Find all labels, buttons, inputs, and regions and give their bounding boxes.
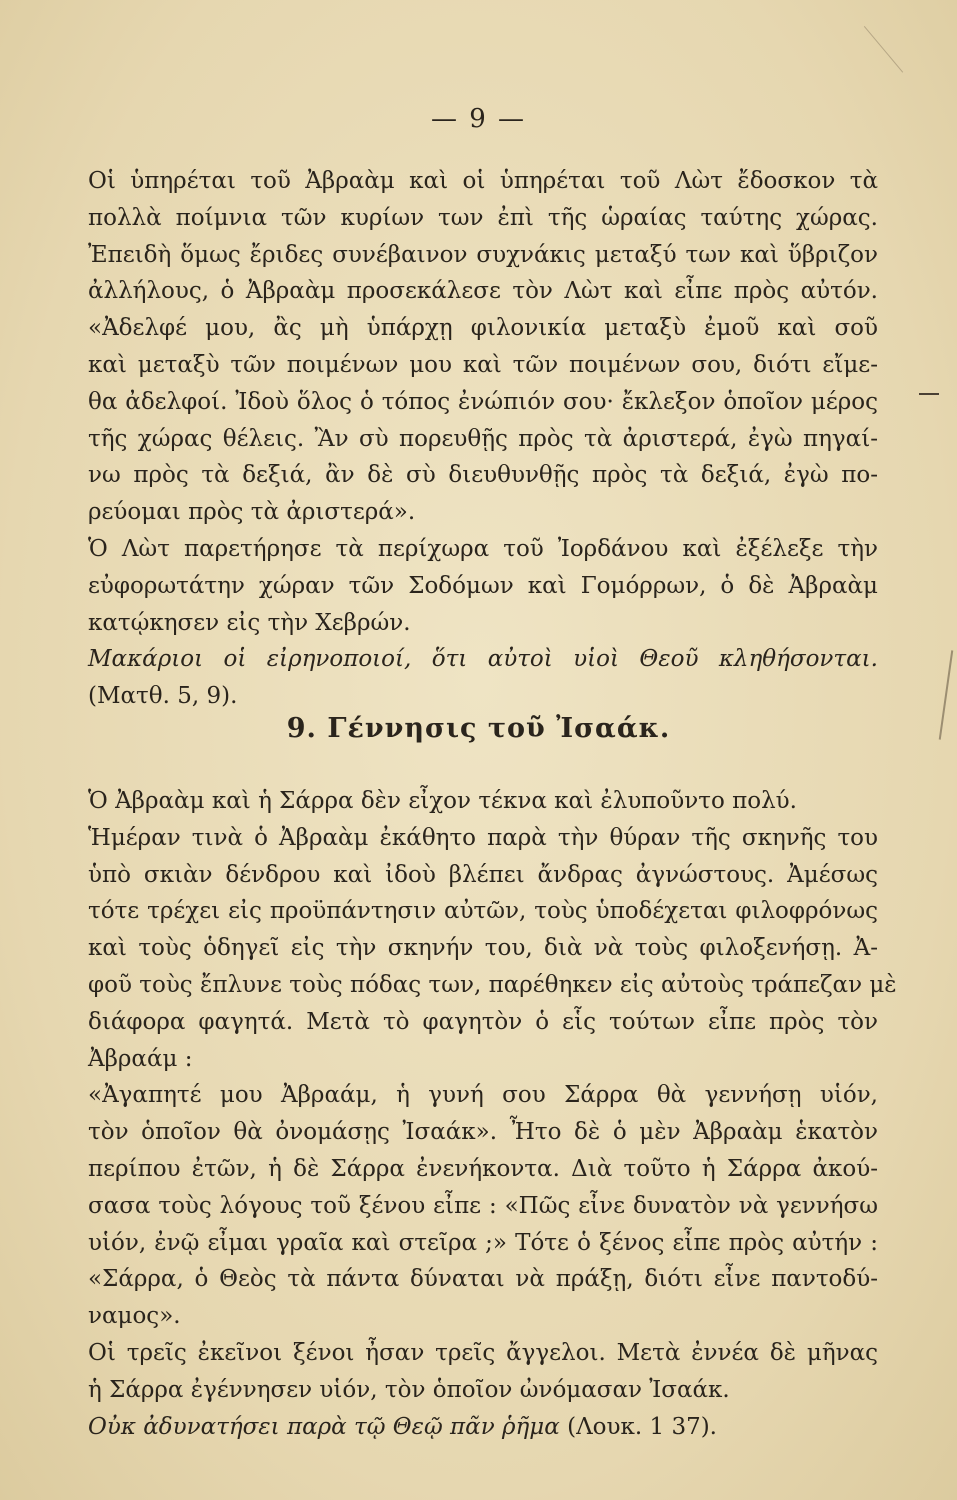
text-line: περίπου ἐτῶν, ἡ δὲ Σάρρα ἐνενήκοντα. Διὰ τοῦτο ἡ Σάρρα ἀκού- [88,1155,878,1182]
text-line: ρεύομαι πρὸς τὰ ἀριστερά». [88,499,416,526]
text-line: «Ἀδελφέ μου, ἂς μὴ ὑπάρχῃ φιλονικία μεταξὺ ἐμοῦ καὶ σοῦ [88,315,878,342]
text-line: τότε τρέχει εἰς προϋπάντησιν αὐτῶν, τοὺς ὑποδέχεται φιλοφρόνως [88,898,878,925]
scripture-reference: (Λουκ. 1 37). [567,1413,717,1440]
text-line: ὑπὸ σκιὰν δένδρου καὶ ἰδοὺ βλέπει ἄνδρας ἀγνώστους. Ἀμέσως [88,861,878,888]
text-line: «Σάρρα, ὁ Θεὸς τὰ πάντα δύναται νὰ πράξῃ, διότι εἶνε παντοδύ- [88,1266,878,1293]
text-line: ἀλλήλους, ὁ Ἀβραὰμ προσεκάλεσε τὸν Λὼτ καὶ εἶπε πρὸς αὐτόν. [88,278,878,305]
scripture-quote-line [88,1409,878,1446]
text-line: Ἡμέραν τινὰ ὁ Ἀβραὰμ ἐκάθητο παρὰ τὴν θύραν τῆς σκηνῆς του [88,824,878,851]
scripture-quote: Οὐκ ἀδυνατήσει παρὰ τῷ Θεῷ πᾶν ῥῆμα [88,1413,560,1440]
page-number: — 9 — [430,104,527,134]
text-line: σασα τοὺς λόγους τοῦ ξένου εἶπε : «Πῶς εἶνε δυνατὸν νὰ γεννήσω [88,1192,878,1219]
text-line: τῆς χώρας θέλεις. Ἂν σὺ πορευθῇς πρὸς τὰ ἀριστερά, ἐγὼ πηγαί- [88,425,878,452]
text-line: ἡ Σάρρα ἐγέννησεν υἱόν, τὸν ὁποῖον ὠνόμασαν Ἰσαάκ. [88,1376,730,1403]
text-line: Ἐπειδὴ ὅμως ἔριδες συνέβαινον συχνάκις μεταξύ των καὶ ὕβριζον [88,241,878,268]
paragraph-birth-of-isaac [88,783,897,1445]
text-line: Ὁ Λὼτ παρετήρησε τὰ περίχωρα τοῦ Ἰορδάνου καὶ ἐξέλεξε τὴν [88,535,878,562]
text-line: εὐφορωτάτην χώραν τῶν Σοδόμων καὶ Γομόρρων, ὁ δὲ Ἀβραὰμ [88,572,878,599]
paper-crease [864,0,949,73]
text-line: διάφορα φαγητά. Μετὰ τὸ φαγητὸν ὁ εἷς τούτων εἶπε πρὸς τὸν [88,1008,878,1035]
text-line: κατῴκησεν εἰς τὴν Χεβρών. [88,609,411,636]
text-line: νω πρὸς τὰ δεξιά, ἂν δὲ σὺ διευθυνθῇς πρὸς τὰ δεξιά, ἐγὼ πο- [88,462,878,489]
text-line: ναμος». [88,1303,181,1330]
text-line: τὸν ὁποῖον θὰ ὀνομάσῃς Ἰσαάκ». Ἦτο δὲ ὁ μὲν Ἀβραὰμ ἑκατὸν [88,1119,878,1146]
text-line: Οἱ ὑπηρέται τοῦ Ἀβραὰμ καὶ οἱ ὑπηρέται τοῦ Λὼτ ἔδοσκον τὰ [88,168,878,194]
text-line: καὶ τοὺς ὁδηγεῖ εἰς τὴν σκηνήν του, διὰ νὰ τοὺς φιλοξενήσῃ. Ἀ- [88,935,878,962]
section-heading: 9. Γέννησις τοῦ Ἰσαάκ. [286,713,671,744]
text-line: καὶ μεταξὺ τῶν ποιμένων μου καὶ τῶν ποιμένων σου, διότι εἴμε- [88,351,878,378]
margin-dash [919,393,939,395]
paragraph-abraham-lot [88,163,878,715]
scripture-quote: Μακάριοι οἱ εἰρηνοποιοί, ὅτι αὐτοὶ υἱοὶ Θεοῦ κληθήσονται. [88,646,878,673]
text-line: Ὁ Ἀβραὰμ καὶ ἡ Σάρρα δὲν εἶχον τέκνα καὶ ἐλυποῦντο πολύ. [88,788,797,814]
text-line: Οἱ τρεῖς ἐκεῖνοι ξένοι ἦσαν τρεῖς ἄγγελοι. Μετὰ ἐννέα δὲ μῆνας [88,1339,878,1366]
text-line: φοῦ τοὺς ἔπλυνε τοὺς πόδας των, παρέθηκεν εἰς αὐτοὺς τράπεζαν μὲ [88,971,897,998]
text-line: υἱόν, ἐνῷ εἶμαι γραῖα καὶ στεῖρα ;» Τότε ὁ ξένος εἶπε πρὸς αὐτήν : [88,1229,878,1256]
text-line: «Ἀγαπητέ μου Ἀβραάμ, ἡ γυνή σου Σάρρα θὰ γεννήσῃ υἱόν, [88,1082,878,1109]
text-line: πολλὰ ποίμνια τῶν κυρίων των ἐπὶ τῆς ὡραίας ταύτης χώρας. [88,204,878,231]
text-line: Ἀβραάμ : [88,1045,193,1072]
scripture-reference: (Ματθ. 5, 9). [88,683,238,710]
text-line: θα ἀδελφοί. Ἰδοὺ ὅλος ὁ τόπος ἐνώπιόν σου· ἔκλεξον ὁποῖον μέρος [88,388,878,415]
